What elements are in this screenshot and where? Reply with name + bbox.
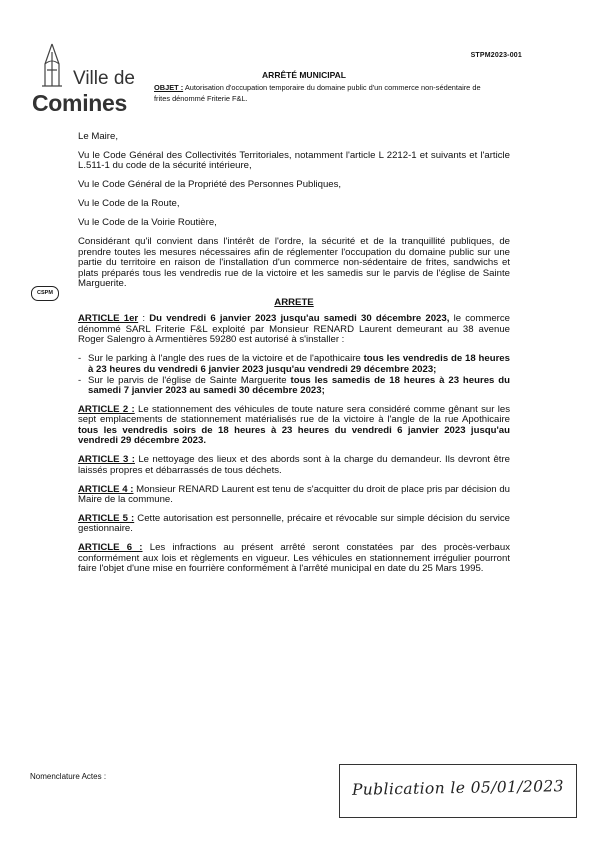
article-2-schedule: tous les vendredis soirs de 18 heures à 23 heures du vendredi 6 janvier 2023 jusqu'au vendredi 29 décembre 2023. [78, 424, 510, 447]
location-2-text: Sur le parvis de l'église de Sainte Marguerite [88, 375, 287, 387]
article-1-label: ARTICLE 1er [78, 313, 139, 325]
article-5 [78, 514, 510, 535]
subject-text: Autorisation d'occupation temporaire du domaine public d'un commerce non-sédentaire de frites dénommé Friterie F&L. [154, 83, 481, 103]
location-1-text: Sur le parking à l'angle des rues de la victoire et de l'apothicaire [88, 353, 361, 365]
article-4-label: ARTICLE 4 : [78, 483, 134, 495]
article-3-text: Le nettoyage des lieux et des abords sont à la charge du demandeur. Ils devront être laissés propres et débarrassés de tous déchets. [78, 454, 510, 476]
article-5-text: Cette autorisation est personnelle, précaire et révocable sur simple décision du service gestionnaire. [78, 512, 511, 535]
logo-text-ville: Ville de [73, 68, 135, 89]
salutation: Le Maire, [78, 131, 118, 142]
document-body [78, 132, 510, 583]
nomenclature-label: Nomenclature Actes : [30, 772, 107, 781]
article-2 [78, 405, 510, 447]
article-1: ARTICLE 1er : Du vendredi 6 janvier 2023 jusqu'au samedi 30 décembre 2023, le commerce dénommé SARL Friterie F&L exploité par Monsieur RENARD Laurent demeurant au 38 avenue Roger Salengro à Armentières 59280 est autorisé à s'installer : [78, 313, 511, 346]
cspm-stamp: CSPM [31, 286, 59, 301]
publication-handwritten: Publication le 05/01/2023 [351, 777, 565, 799]
article-6-label: ARTICLE 6 : [78, 542, 143, 554]
article-2-text: Le stationnement des véhicules de toute nature sera considéré comme gênant sur les sept emplacements de stationnement matérialisés rue de la victoire à l'angle de la rue Apothicaire [78, 403, 510, 426]
visa-voirie: Vu le Code de la Voirie Routière, [78, 217, 217, 229]
list-item [78, 376, 510, 397]
church-steeple-icon [32, 42, 72, 92]
article-1-dates: Du vendredi 6 janvier 2023 jusqu'au samedi 30 décembre 2023, [149, 313, 450, 325]
considerant-paragraph: Considérant qu'il convient dans l'intérêt de l'ordre, la sécurité et de la tranquillité publiques, de prendre toutes les mesures nécessaires afin de réglementer l'occupation du domaine public sur une partie du territoire en raison de l'installation d'un commerce non-sédentaire de frites, sandwichs et plats préparés tous les vendredis rue de la victoire et les samedis sur le parvis de l'église de Sainte Marguerite. [78, 236, 510, 290]
article-6-text: Les infractions au présent arrêté seront constatées par des procès-verbaux conformément aux lois et règlements en vigueur. Les véhicules en stationnement irrégulier pourront faire l'objet d'une mise en fourrière conformément à l'arrêté municipal en date du 25 Mars 1995. [78, 542, 511, 575]
article-6 [78, 543, 510, 574]
article-3 [78, 455, 510, 476]
logo-text-comines: Comines [32, 90, 128, 116]
article-4 [78, 485, 510, 506]
document-subject [154, 83, 484, 104]
article-4-text: Monsieur RENARD Laurent est tenu de s'acquitter du droit de place pris par décision du Maire de la commune. [78, 483, 510, 505]
visa-cgppp: Vu le Code Général de la Propriété des Personnes Publiques, [78, 179, 342, 191]
publication-box [339, 764, 577, 818]
document-reference: STPM2023-001 [470, 52, 522, 59]
article-1-locations [78, 354, 510, 397]
article-5-label: ARTICLE 5 : [78, 512, 135, 524]
city-logo [30, 42, 140, 118]
location-2-schedule: tous les samedis de 18 heures à 23 heures du samedi 7 janvier 2023 au samedi 30 décembre 2023; [88, 375, 510, 397]
location-1-schedule: tous les vendredis de 18 heures à 23 heures du vendredi 6 janvier 2023 jusqu'au vendredi 29 décembre 2023; [88, 353, 510, 375]
subject-label: OBJET : [154, 83, 184, 92]
article-2-label: ARTICLE 2 : [78, 403, 135, 415]
list-item [78, 354, 510, 375]
arrete-heading: ARRETE [274, 297, 314, 309]
visa-code-route: Vu le Code de la Route, [78, 198, 180, 210]
article-1-text: le commerce dénommé SARL Friterie F&L exploité par Monsieur RENARD Laurent demeurant au 38 avenue Roger Salengro à Armentières 59280 est autorisé à s'installer : [78, 313, 511, 346]
visa-cgct: Vu le Code Général des Collectivités Territoriales, notamment l'article L 2212-1 et suivants et l'article L.511-1 du code de la sécurité intérieure, [78, 150, 510, 172]
document-title: ARRÊTÉ MUNICIPAL [262, 70, 346, 80]
article-3-label: ARTICLE 3 : [78, 454, 135, 466]
